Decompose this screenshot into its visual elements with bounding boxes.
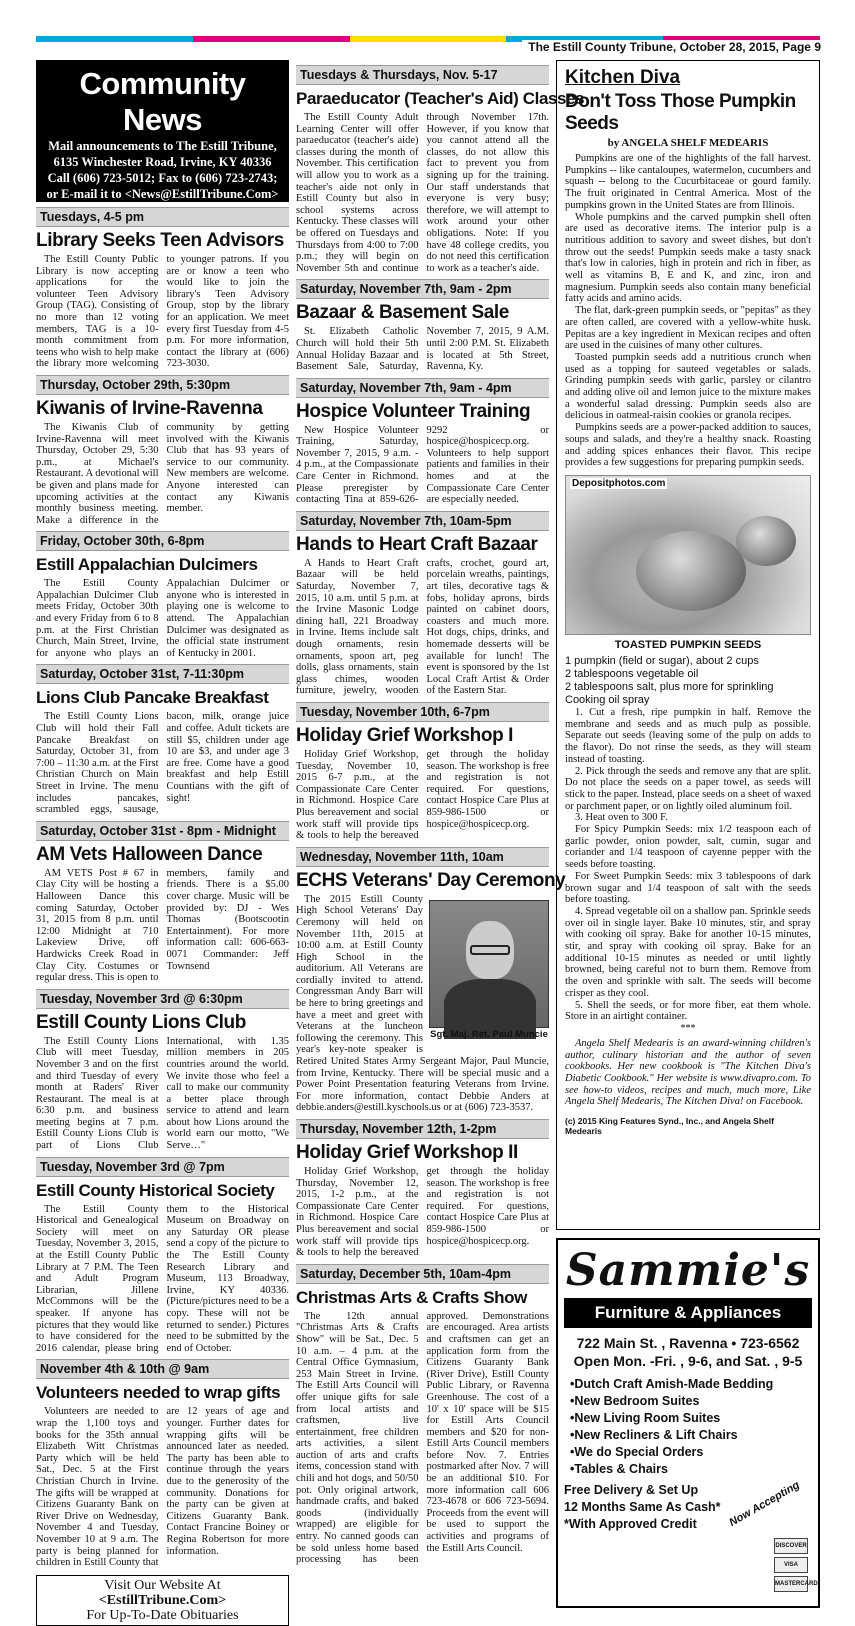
- ad-item: • We do Special Orders: [570, 1444, 812, 1461]
- article-body: The Estill County Historical and Genealogical Society will meet on Tuesday, November 3, 2015, at the Estill County Public Library at 7 P.M. The Teen and Adult Program Librarian, Jillene McCommons will be the speaker. If anyone has pictures that they would like to have considered for the 2016 calendar, please bring them to the Historical Museum on Broadway on any Saturday OR please send a copy of the picture to the The Estill County Research Library and Museum, 113 Broadway, Irvine, KY 40336. (Picture/pictures need to be a copy. These will not be returned to sender.) Pictures need to be submitted by the end of October.: [36, 1203, 289, 1354]
- article-headline: Hands to Heart Craft Bazaar: [296, 533, 538, 555]
- article-headline: Christmas Arts & Crafts Show: [296, 1287, 527, 1307]
- article-body: The 2015 Estill County High School Veterans' Day Ceremony will held on November 11th, 2015 at 10:00 a.m. at Estill County High School in the auditorium. All Veterans are cordially invited to attend. Congressman Andy Barr will be here to bring greetings and have a meet and greet with Veterans at the luncheon following the ceremony. This year's key-note speaker is Retired United States Army Sergeant Major, Paul Muncie, from Irvine, Kentucky. There will be special music and a Power Point Presentation featuring Veterans from Irvine. For more information, contact Debbie Anders at debbie.anders@estill.kyschools.us or at (606) 723-3537.: [296, 893, 549, 1114]
- event-date-bar: Saturday, December 5th, 10am-4pm: [296, 1264, 549, 1284]
- recipe-step: 3. Heat oven to 300 F.: [575, 812, 668, 824]
- now-accepting: Now Accepting: [727, 1479, 802, 1529]
- article-body-wrap: [296, 1311, 549, 1566]
- credit-cards: [774, 1535, 818, 1592]
- community-news-title: Community News: [79, 66, 246, 137]
- stripe-magenta: [193, 36, 350, 42]
- ad-item: • New Living Room Suites: [570, 1410, 812, 1427]
- soldier-portrait: [429, 900, 549, 1028]
- article-body-wrap: [36, 1406, 289, 1568]
- ad-footer-delivery: Free Delivery & Set Up: [564, 1483, 699, 1497]
- article-body-wrap: [36, 578, 289, 659]
- article-body: AM VETS Post # 67 in Clay City will be hosting a Halloween Dance this coming Saturday, October 31, 2015 from 8 p.m. until 12:00 Midnight at 710 Lakeview Drive, off Hardwicks Creek Road in Clay City. Costumes or regular dress. This is open to members, family and friends. There is a $5.00 cover charge. Music will be provided by: DJ - Wes Thomas (Bootscootin Entertainment). For more information call: 606-663-0071 Commander: Jeff Townsend: [36, 867, 289, 984]
- pumpkin-shape: [636, 531, 746, 611]
- kitchen-paragraph: Pumpkins seeds are a power-packed addition to sauces, soups and salads, and they're a healthy snack. Roasting and adding spices enhances their flavor. This recipe provides a few suggestions for preparing pumpkin seeds.: [565, 422, 811, 469]
- article-body: St. Elizabeth Catholic Church will hold their 5th Annual Holiday Bazaar and Basement Sale, Saturday, November 7, 2015, 9 A.M. until 2:00 P.M. St. Elizabeth is located at 5th Street, Ravenna, Ky.: [296, 326, 549, 373]
- kitchen-diva-box: [556, 60, 820, 1230]
- recipe-ingredients: [565, 655, 811, 707]
- kitchen-paragraph: Toasted pumpkin seeds add a nutritious crunch when used as a topping for sauteed vegetables or salads. Grinding pumpkin seeds with garlic, parsley or cilantro and adding olive oil and lemon juice to the mixture makes a wonderful salad dressing. Pumpkin seeds also are delicious in oatmeal-raisin cookies or granola recipes.: [565, 351, 811, 422]
- article-headline: Holiday Grief Workshop I: [296, 724, 514, 746]
- article-body-wrap: [296, 1166, 549, 1259]
- article-headline: Holiday Grief Workshop II: [296, 1142, 518, 1163]
- event-date-bar: Saturday, November 7th, 9am - 4pm: [296, 378, 549, 398]
- visit-url[interactable]: <EstillTribune.Com>: [98, 1592, 227, 1608]
- ad-band: Furniture & Appliances: [564, 1298, 812, 1328]
- visit-website-box[interactable]: [36, 1575, 289, 1626]
- event-date-bar: Saturday, November 7th, 10am-5pm: [296, 511, 549, 531]
- article-body-wrap: [296, 326, 549, 372]
- event-date-bar: Wednesday, November 11th, 10am: [296, 847, 549, 867]
- ad-item: • Dutch Craft Amish-Made Bedding: [570, 1376, 812, 1393]
- page-folio: The Estill County Tribune, October 28, 2015, Page 9: [522, 40, 821, 54]
- recipe-steps: [565, 707, 811, 1023]
- ad-item: • New Recliners & Lift Chairs: [570, 1427, 812, 1444]
- article-body-wrap: [36, 711, 289, 815]
- community-line: Call (606) 723-5012; Fax to (606) 723-2743;: [47, 171, 278, 185]
- article-body: The Estill County Public Library is now accepting applications for the volunteer Teen Advisory Group (TAG). Consisting of no more than 12 voting members, TAG is a 10-month commitment from teens who wish to help make the library more welcoming to younger patrons. If you are or know a teen who would like to join the library's Teen Advisory Group, stop by the library for an application. We meet every first Tuesday from 4-5 p.m. For more information, contact the library at (606) 723-3030.: [36, 254, 289, 370]
- community-news-box: [36, 60, 289, 202]
- ad-footer-credit: *With Approved Credit: [564, 1517, 697, 1531]
- recipe-step: For Sweet Pumpkin Seeds: mix 3 tablespoons of dark brown sugar and 1/4 teaspoon of salt with the seeds before toasting.: [565, 870, 811, 906]
- veteran-photo: [429, 900, 549, 1040]
- article-body-wrap: [36, 1036, 289, 1152]
- column-middle: [296, 60, 585, 1615]
- article-headline: Estill County Historical Society: [36, 1180, 275, 1200]
- ad-address: 722 Main St. , Ravenna • 723-6562: [576, 1335, 800, 1351]
- kitchen-diva-byline: by ANGELA SHELF MEDEARIS: [607, 137, 769, 149]
- article-headline: Kiwanis of Irvine-Ravenna: [36, 397, 263, 419]
- ingredient-line: 1 pumpkin (field or sugar), about 2 cups: [565, 654, 759, 667]
- article-body: Holiday Grief Workshop, Tuesday, November 10, 2015 6-7 p.m., at the Compassionate Care Center in Richmond. Hospice Care Plus bereavement and social work staff will provide tips & tools to help the bereaved get through the holiday season. The workshop is free and registration is not required. For questions, contact Hospice Care Plus at 859-986-1500 or hospice@hospicecp.org.: [296, 748, 549, 842]
- article-headline: Estill Appalachian Dulcimers: [36, 555, 258, 575]
- article-body: The Estill County Lions Club will hold their Fall Pancake Breakfast on Saturday, October 31, from 7:00 – 11:30 a.m. at the First Christian Church on Main Street in Irvine. The menu includes pancakes, scrambled eggs, sausage, bacon, milk, orange juice and coffee. Adult tickets are still $5, children under age 10 are $3, and under age 3 are free. Come have a good breakfast and help Estill Countians with the gift of sight!: [36, 711, 289, 816]
- event-date-bar: Tuesdays, 4-5 pm: [36, 207, 289, 227]
- copyright-line: (c) 2015 King Features Synd., Inc., and Angela Shelf Medearis: [565, 1116, 774, 1137]
- recipe-step: 5. Shell the seeds, or for more fiber, eat them whole. Store in an airtight container.: [565, 999, 811, 1023]
- event-date-bar: Thursday, October 29th, 5:30pm: [36, 375, 289, 395]
- article-headline: AM Vets Halloween Dance: [36, 843, 263, 865]
- stripe-cyan: [36, 36, 193, 42]
- article-body: New Hospice Volunteer Training, Saturday, November 7, 2015, 9 a.m. - 4 p.m., at the Compassionate Care Center in Richmond. Please preregister by contacting Tina at 859-626-9292 or hospice@hospicecp.org. Volunteers to help support patients and families in their homes and at the Compassionate Care Center are especially needed.: [296, 424, 549, 506]
- community-line: or E-mail it to <News@EstillTribune.Com>: [46, 187, 279, 201]
- event-date-bar: Saturday, October 31st, 7-11:30pm: [36, 664, 289, 684]
- ad-hours: Open Mon. -Fri. , 9-6, and Sat. , 9-5: [573, 1353, 803, 1369]
- article-body: A Hands to Heart Craft Bazaar will be held Saturday, November 7, 2015, 10 a.m. until 5 p.m. at the Irvine Masonic Lodge dining hall, 221 Broadway in Irvine. Items include salt dough ornaments, resin ornaments, spoon art, peg dolls, glass ornaments, stain glass chimes, wooden furniture, jewelry, wooden crafts, crochet, gourd art, porcelain wreaths, paintings, art tiles, decorative tags & fobs, holiday aprons, birds painted on cabinet doors, coasters and much more. Hot dogs, chips, drinks, and homemade desserts will be available for lunch! The event is sponsored by the 1st Local Craft Artist & Order of the Eastern Star.: [296, 557, 549, 697]
- recipe-title: TOASTED PUMPKIN SEEDS: [614, 638, 762, 651]
- mastercard-icon: MASTERCARD: [774, 1576, 808, 1592]
- ad-footer-same-as-cash: 12 Months Same As Cash*: [564, 1500, 721, 1514]
- ad-item: • New Bedroom Suites: [570, 1393, 812, 1410]
- article-body: The Kiwanis Club of Irvine-Ravenna will meet Thursday, October 29, 5:30 p.m., at Michael's Restaurant. A devotional will be given and plans made for upcoming activities at the monthly business meeting. Make a difference in the community by getting involved with the Kiwanis Club that has 93 years of service to our community. New members are welcome. Anyone interested can contact any Kiwanis member.: [36, 421, 289, 526]
- article-body: The Estill County Lions Club will meet Tuesday, November 3 and on the first and third Tuesday of every month at Raders' River Restaurant. The meal is at 6:30 p.m. and business meeting begins at 7 p.m. Estill County Lions Club is part of Lions Club International, with 1.35 million members in 205 countries around the world. We invite those who feel a call to make our community a better place through service to attend and learn about how Lions around the world earn our motto, "We Serve…": [36, 1035, 289, 1152]
- event-date-bar: Tuesdays & Thursdays, Nov. 5-17: [296, 65, 549, 85]
- article-body: Holiday Grief Workshop, Thursday, November 12, 2015, 1-2 p.m., at the Compassionate Care Center in Richmond. Hospice Care Plus bereavement and social work staff will provide tips & tools to help the bereaved get through the holiday season. The workshop is free and registration is not required. For questions, contact Hospice Care Plus at 859-986-1500 or hospice@hospicecp.org.: [296, 1166, 549, 1259]
- recipe-step: For Spicy Pumpkin Seeds: mix 1/2 teaspoon each of garlic powder, onion powder, salt, cumin, sugar and coriander and 1/4 teaspoon of cayenne pepper with the seeds before toasting.: [565, 824, 811, 871]
- sammies-logo: Sammie's: [565, 1245, 811, 1296]
- event-date-bar: November 4th & 10th @ 9am: [36, 1359, 289, 1379]
- article-body: The Estill County Adult Learning Center will offer paraeducator (teacher's aide) classes during the month of November. This certification will allow you to work as a teacher's aide not only in Estill County but also in school systems across Kentucky. These classes will be offered on Tuesdays and Thursdays from 4:00 to 7:00 p.m.; they will begin on November 5th and continue through November 17th. However, if you know that you cannot attend all the classes, do not allow this fact to prevent you from signing up for the training. Our staff understands that everyone is very busy; therefore, we will attempt to work around your other obligations. Note: If you have 48 college credits, you do not need this certification to work as a teacher's aide.: [296, 112, 549, 274]
- visa-card-icon: VISA: [774, 1557, 808, 1573]
- article-body: The 12th annual "Christmas Arts & Crafts Show" will be Sat., Dec. 5 10 a.m. – 4 p.m. at the Central Office Gymnasium, 253 Main Street in Irvine. The Estill Arts Council will offer unique gifts for sale from local artists and craftsmen, live entertainment, free children arts activities, a silent auction of arts and crafts items, concession stand with chili and hot dogs, and 50/50 pot. Only original artwork, handmade crafts, and baked goods (individually wrapped) are eligible for entry. No canned goods can be sold unless home based processing has been approved. Demonstrations are encouraged. Area artists and craftsmen can get an application form from the Citizens Guaranty Bank (River Drive), Estill County Public Library, or Ravenna Greenhouse. The cost of a 10' x 10' space will be $15 for Estill Arts Council members and $20 for non-Estill Arts Council members before Nov. 7. Entries postmarked after Nov. 7 will be an additional $10. For more information call 606 723-4678 or 606 723-5694. Proceeds from the event will be used to support the activities and programs of the Estill Arts Council.: [296, 1310, 549, 1566]
- article-body-wrap: [296, 558, 549, 697]
- ingredient-line: 2 tablespoons vegetable oil: [565, 667, 699, 680]
- article-headline: Volunteers needed to wrap gifts: [36, 1383, 281, 1403]
- author-bio: Angela Shelf Medearis is an award-winning children's author, culinary historian and the author of seven cookbooks. Her new cookbook is "The Kitchen Diva's Diabetic Cookbook." Her website is www.divapro.com. To see how-to videos, recipes and much, much more, Like Angela Shelf Medearis, The Kitchen Diva! on Facebook.: [565, 1037, 811, 1108]
- sammies-ad[interactable]: [556, 1238, 820, 1608]
- article-headline: Bazaar & Basement Sale: [296, 302, 509, 324]
- article-headline: Paraeducator (Teacher's Aid) Classes: [296, 89, 585, 108]
- article-body-wrap: [36, 254, 289, 370]
- event-date-bar: Tuesday, November 3rd @ 7pm: [36, 1157, 289, 1177]
- event-date-bar: Friday, October 30th, 6-8pm: [36, 531, 289, 551]
- col2-articles: [296, 65, 585, 1566]
- col1-articles: [36, 207, 289, 1569]
- event-date-bar: Thursday, November 12th, 1-2pm: [296, 1119, 549, 1139]
- event-date-bar: Tuesday, November 10th, 6-7pm: [296, 702, 549, 722]
- ad-item: • Tables & Chairs: [570, 1461, 812, 1478]
- photo-credit: Depositphotos.com: [572, 477, 666, 489]
- pumpkin-shape-small: [736, 516, 796, 566]
- photo-caption: Sgt. Maj. Ret. Paul Muncie: [430, 1028, 548, 1040]
- recipe-step: 4. Spread vegetable oil on a shallow pan. Sprinkle seeds over oil in single layer. Bake 10 minutes, stir, and spray with cooking oil spray. Bake for another 10-15 minutes, stir, and spray with cooking oil spray. Bake for an additional 10-15 minutes as needed or until lightly browned, being careful not to burn them. Remove from the oven and sprinkle with salt. The seeds will become crisper as they cool.: [565, 905, 811, 999]
- community-line: Mail announcements to The Estill Tribune,: [48, 139, 277, 153]
- visit-line: For Up-To-Date Obituaries: [86, 1607, 239, 1623]
- article-headline: Lions Club Pancake Breakfast: [36, 688, 269, 708]
- glasses-shape: [470, 945, 510, 955]
- article-body-wrap: [296, 894, 549, 1114]
- kitchen-diva-title: Don't Toss Those Pumpkin Seeds: [565, 91, 796, 134]
- article-body-wrap: [296, 425, 549, 506]
- event-date-bar: Saturday, October 31st - 8pm - Midnight: [36, 821, 289, 841]
- kitchen-paragraph: Pumpkins are one of the highlights of the fall harvest. Pumpkins -- like cantaloupes, watermelon, cucumbers and squash -- belong to the Cucurbitaceae or gourd family. The fruit originated in Central America. Most of the pumpkins grown in the United States are from Illinois.: [565, 153, 811, 211]
- event-date-bar: Tuesday, November 3rd @ 6:30pm: [36, 989, 289, 1009]
- stars-divider: ***: [680, 1022, 696, 1034]
- article-headline: Hospice Volunteer Training: [296, 400, 531, 422]
- kitchen-diva-kicker: Kitchen Diva: [565, 67, 681, 88]
- recipe-step: 2. Pick through the seeds and remove any that are split. Do not place the seeds on a paper towel, as seeds will stick to the paper. Instead, place seeds on a sheet of waxed or parchment paper, or on lightly oiled aluminum foil.: [565, 765, 811, 812]
- article-headline: ECHS Veterans' Day Ceremony: [296, 869, 566, 891]
- article-headline: Estill County Lions Club: [36, 1011, 246, 1033]
- column-left: [36, 60, 289, 1623]
- discover-card-icon: DISCOVER: [774, 1538, 808, 1554]
- ingredient-line: 2 tablespoons salt, plus more for sprinkling: [565, 680, 774, 693]
- recipe-step: 1. Cut a fresh, ripe pumpkin in half. Remove the membrane and seeds and as much pulp as possible. Separate out seeds (leaving some of the pulp on adds to the flavor). Do not rinse the seeds, as they will steam instead of toasting.: [565, 706, 811, 765]
- ad-items: [570, 1376, 812, 1478]
- article-body-wrap: [36, 422, 289, 526]
- visit-line: Visit Our Website At: [104, 1577, 221, 1593]
- community-line: 6135 Winchester Road, Irvine, KY 40336: [53, 155, 272, 169]
- article-body-wrap: [36, 1204, 289, 1355]
- article-body-wrap: [296, 749, 549, 842]
- kitchen-diva-body: [565, 153, 811, 469]
- pumpkin-photo: [565, 475, 811, 635]
- kitchen-paragraph: Whole pumpkins and the carved pumpkin shell often are used as decorative items. The interior pulp is a nutritious addition to savory and sweet dishes, but don't throw out the seeds! Pumpkin seeds make a tasty snack that's low in calories, high in protein and rich in fiber, as well as vitamins B, E and K, and zinc, iron and magnesium. Pumpkin seeds also contain many beneficial fatty acids and amino acids.: [565, 211, 811, 305]
- ingredient-line: Cooking oil spray: [565, 693, 650, 706]
- kitchen-paragraph: The flat, dark-green pumpkin seeds, or "pepitas" as they are often called, are covered with a yellow-white husk. Pepitas are a key ingredient in Mexican recipes and often are used in the cuisines of many other cultures.: [565, 305, 811, 352]
- article-headline: Library Seeks Teen Advisors: [36, 230, 284, 251]
- article-body-wrap: [296, 112, 549, 274]
- article-body-wrap: [36, 868, 289, 984]
- article-body: Volunteers are needed to wrap the 1,100 toys and books for the 35th annual Elizabeth Witt Christmas Party which will be held Sat., Dec. 5 at the First Christian Church in Irvine. The gifts will be wrapped at Citizens Guaranty Bank on River Drive on Wednesday, November 4 and Tuesday, November 10 at 9 a.m. The party is being planned for children in Estill County that are 12 years of age and younger. Further dates for wrapping gifts will be announced later as needed. The party has been able to continue through the years due to the generosity of the community. Donations for the party can be given at Citizens Guaranty Bank. Contact Francine Boiney or Regina Robertson for more information.: [36, 1406, 289, 1569]
- event-date-bar: Saturday, November 7th, 9am - 2pm: [296, 279, 549, 299]
- stripe-yellow: [350, 36, 507, 42]
- column-right: [556, 60, 820, 1615]
- article-body: The Estill County Appalachian Dulcimer Club meets Friday, October 30th and every Friday from 6 to 8 p.m. at the First Christian Church, Main Street, Irvine, for anyone who plays an Appalachian Dulcimer or anyone who is interested in playing one is welcome to attend. The Appalachian Dulcimer was designated as the official state instrument of Kentucky in 2001.: [36, 578, 289, 659]
